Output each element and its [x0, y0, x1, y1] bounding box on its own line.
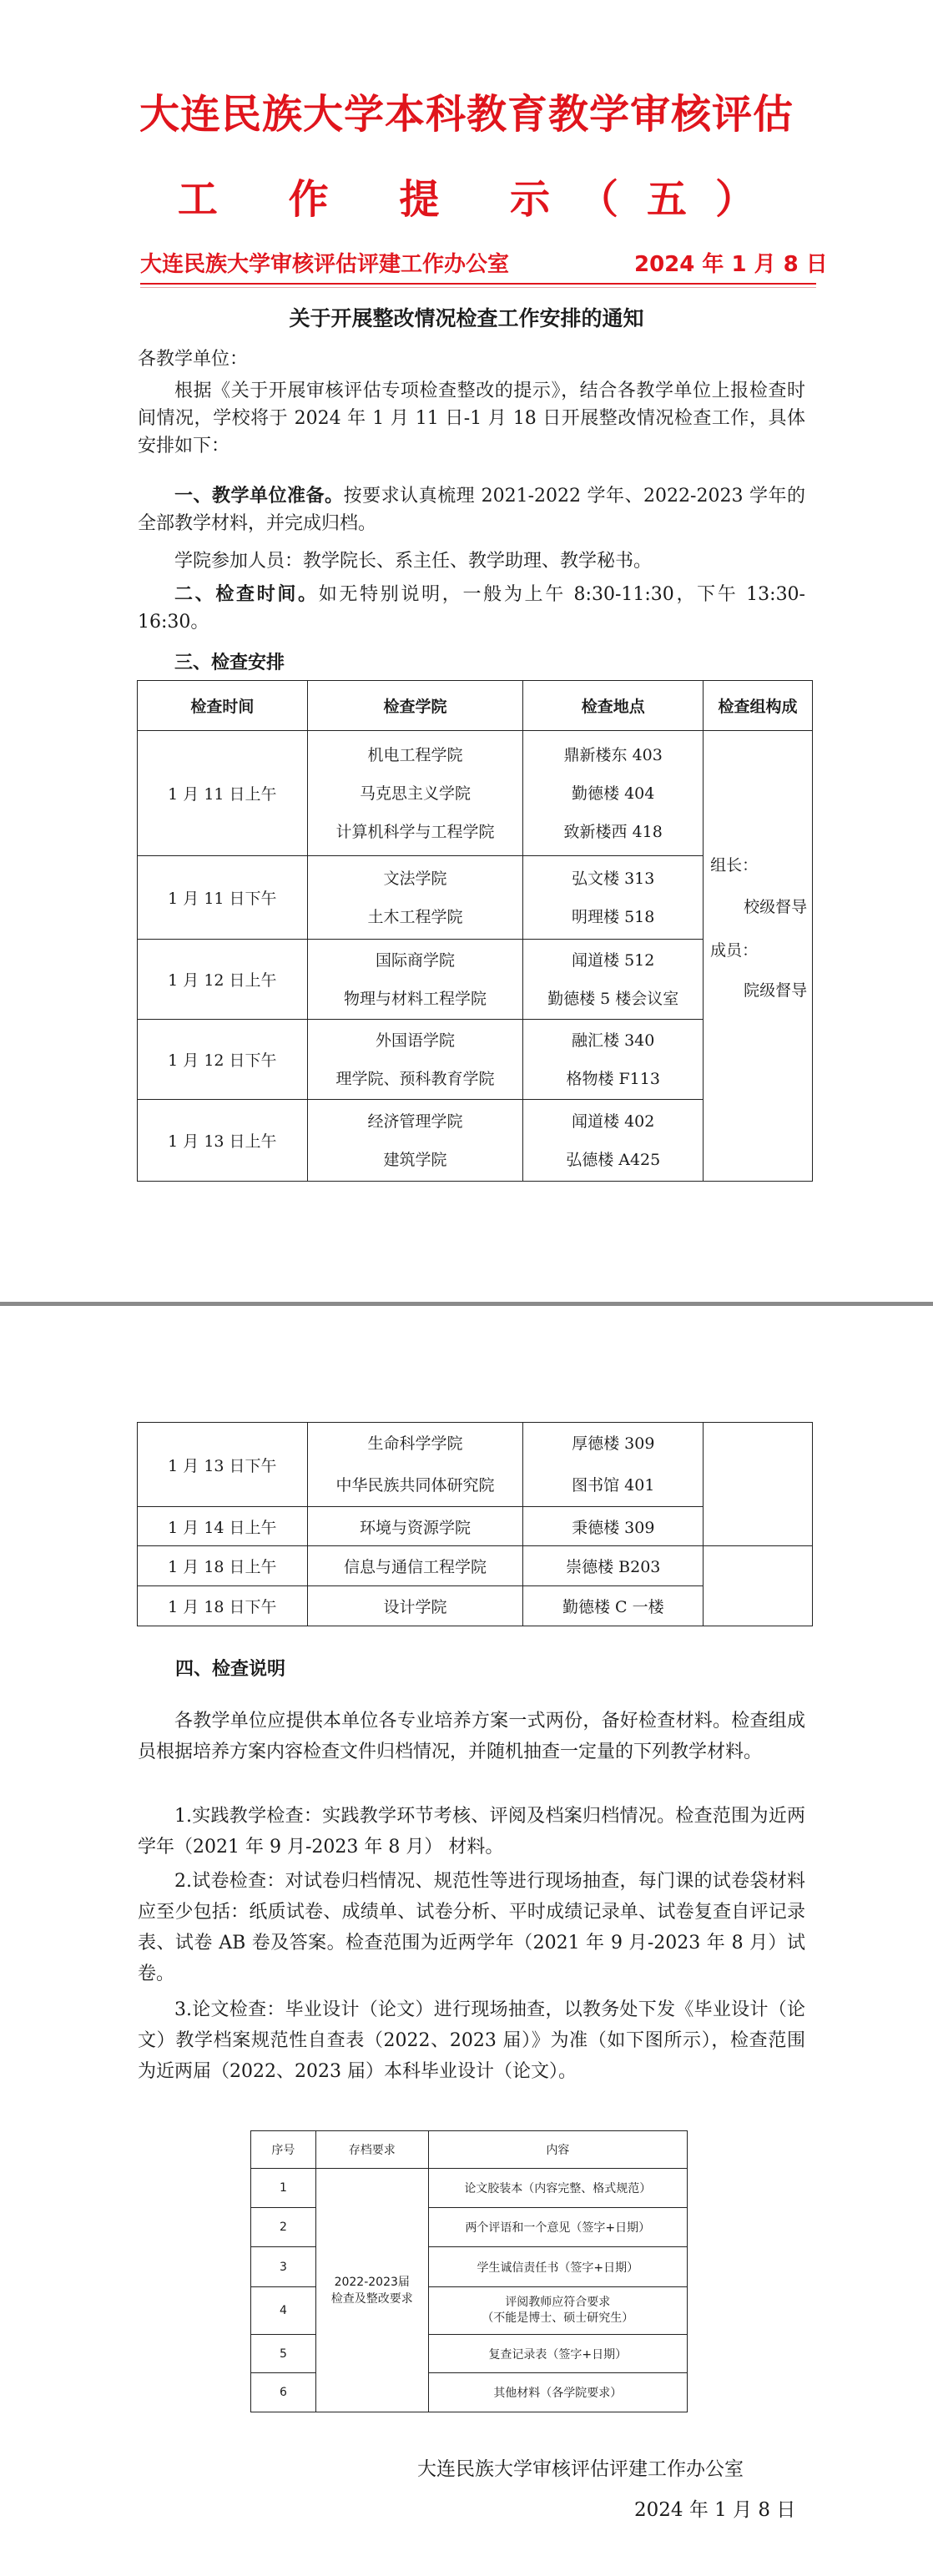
document-title: 大连民族大学本科教育教学审核评估: [139, 91, 794, 138]
section-1-text: 按要求认真梳理 2021-2022 学年、2022-2023 学年的全部教学材料，并完成归档。: [138, 486, 805, 534]
place-name: 勤德楼 5 楼会议室: [547, 989, 679, 1008]
document-subtitle: 工 作 提 示（五）: [177, 176, 784, 223]
header-cell: 内容: [428, 2131, 687, 2169]
archive-requirement-table: [250, 2130, 688, 2412]
time-cell: 1 月 14 日上午: [138, 1507, 308, 1546]
issue-date: 2024 年 1 月 8 日: [634, 252, 828, 277]
time-cell: 1 月 11 日下午: [138, 856, 308, 940]
place-cell: 勤德楼 C 一楼: [523, 1586, 704, 1626]
place-name: 图书馆 401: [572, 1476, 655, 1495]
section-2: [138, 581, 805, 636]
college-cell: [307, 940, 523, 1020]
section-4-paragraph: 各教学单位应提供本单位各专业培养方案一式两份，备好检查材料。检查组成员根据培养方案内容检查文件归档情况，并随机抽查一定量的下列教学材料。: [138, 1711, 805, 1762]
requirement-line: 2022-2023届: [334, 2275, 410, 2289]
college-name: 建筑学院: [383, 1150, 447, 1169]
intro-paragraph: 根据《关于开展审核评估专项检查整改的提示》，结合各教学单位上报检查时间情况，学校将于 2024 年 1 月 11 日-1 月 18 日开展整改情况检查工作，具体安排如下：: [138, 381, 805, 456]
college-cell: 信息与通信工程学院: [307, 1546, 523, 1586]
table-row: [251, 2169, 688, 2208]
college-cell: [307, 1020, 523, 1100]
college-name: 理学院、预科教育学院: [335, 1069, 495, 1088]
group-leader: 校级督导: [744, 898, 808, 916]
header-cell: 检查组构成: [704, 681, 813, 731]
college-name: 机电工程学院: [367, 745, 463, 764]
participants: 学院参加人员：教学院长、系主任、教学助理、教学秘书。: [174, 551, 653, 572]
time-cell: 1 月 12 日下午: [138, 1020, 308, 1100]
place-name: 致新楼西 418: [563, 822, 663, 841]
section-1-heading: 一、教学单位准备。: [174, 486, 344, 507]
place-cell: 崇德楼 B203: [523, 1546, 704, 1586]
college-name: 计算机科学与工程学院: [335, 822, 495, 841]
place-name: 弘文楼 313: [572, 869, 655, 888]
place-name: 闻道楼 512: [572, 950, 655, 970]
content-cell: 两个评语和一个意见（签字+日期）: [428, 2208, 687, 2247]
group-cell-empty: [704, 1546, 813, 1626]
college-name: 外国语学院: [376, 1031, 456, 1050]
place-cell: [523, 1423, 704, 1507]
college-cell: [307, 1100, 523, 1182]
red-rule: [140, 283, 816, 285]
schedule-table: [137, 680, 813, 1182]
content-cell: 复查记录表（签字+日期）: [428, 2335, 687, 2373]
requirement-cell: [315, 2169, 428, 2412]
header-cell: 检查地点: [523, 681, 704, 731]
college-name: 文法学院: [383, 869, 447, 888]
content-cell: 其他材料（各学院要求）: [428, 2373, 687, 2412]
place-name: 厚德楼 309: [572, 1434, 655, 1453]
section-2-text: 如无特别说明，一般为上午 8:30-11:30，下午 13:30-16:30。: [138, 584, 805, 633]
header-cell: 存档要求: [315, 2131, 428, 2169]
footer-date: 2024 年 1 月 8 日: [634, 2499, 796, 2521]
time-cell: 1 月 18 日上午: [138, 1546, 308, 1586]
group-member-label: 成员：: [710, 941, 759, 960]
section-4-heading: 四、检查说明: [175, 1659, 286, 1680]
content-cell: 学生诚信责任书（签字+日期）: [428, 2247, 687, 2287]
place-cell: [523, 856, 704, 940]
place-name: 明理楼 518: [572, 907, 655, 926]
row-number: 6: [251, 2373, 316, 2412]
header-cell: 检查学院: [307, 681, 523, 731]
greeting: 各教学单位：: [138, 349, 249, 370]
row-number: 4: [251, 2287, 316, 2335]
thesis-check-paragraph: 3.论文检查：毕业设计（论文）进行现场抽查，以教务处下发《毕业设计（论文）教学档案规范性自查表（2022、2023 届）》为准（如下图所示），检查范围为近两届（2022、2023 届）本科毕业设计（论文）。: [138, 1999, 805, 2082]
group-cell-empty: [704, 1423, 813, 1546]
content-line: 评阅教师应符合要求: [505, 2296, 611, 2309]
place-name: 鼎新楼东 403: [563, 745, 663, 764]
college-name: 中华民族共同体研究院: [335, 1476, 495, 1495]
schedule-table-continued: [137, 1422, 813, 1626]
college-cell: 设计学院: [307, 1586, 523, 1626]
table-row: [138, 731, 813, 856]
place-name: 闻道楼 402: [572, 1112, 655, 1131]
content-cell: [428, 2287, 687, 2335]
place-cell: [523, 731, 704, 856]
row-number: 2: [251, 2208, 316, 2247]
college-cell: [307, 856, 523, 940]
section-2-heading: 二、检查时间。: [174, 584, 319, 605]
time-cell: 1 月 18 日下午: [138, 1586, 308, 1626]
college-name: 土木工程学院: [367, 907, 463, 926]
group-leader-label: 组长：: [710, 856, 759, 875]
place-name: 弘德楼 A425: [566, 1150, 661, 1169]
notice-title: 关于开展整改情况检查工作安排的通知: [289, 306, 644, 330]
table-row: [138, 1546, 813, 1586]
college-name: 马克思主义学院: [360, 784, 472, 803]
table-header-row: [251, 2131, 688, 2169]
time-cell: 1 月 13 日下午: [138, 1423, 308, 1507]
college-name: 国际商学院: [376, 950, 456, 970]
place-cell: 秉德楼 309: [523, 1507, 704, 1546]
table-row: [138, 1423, 813, 1507]
page-separator: [0, 1302, 933, 1306]
practice-check-paragraph: 1.实践教学检查：实践教学环节考核、评阅及档案归档情况。检查范围为近两学年（2021 年 9 月-2023 年 8 月） 材料。: [138, 1806, 805, 1858]
place-cell: [523, 1020, 704, 1100]
requirement-line: 检查及整改要求: [330, 2291, 413, 2306]
group-member: 院级督导: [744, 981, 808, 1000]
table-header-row: [138, 681, 813, 731]
college-name: 生命科学学院: [367, 1434, 463, 1453]
section-3-heading: 三、检查安排: [174, 653, 285, 673]
place-cell: [523, 1100, 704, 1182]
college-cell: [307, 1423, 523, 1507]
header-cell: 检查时间: [138, 681, 308, 731]
college-cell: 环境与资源学院: [307, 1507, 523, 1546]
content-cell: 论文胶装本（内容完整、格式规范）: [428, 2169, 687, 2208]
time-cell: 1 月 11 日上午: [138, 731, 308, 856]
content-line: （不能是博士、硕士研究生）: [482, 2311, 634, 2325]
row-number: 1: [251, 2169, 316, 2208]
place-name: 融汇楼 340: [572, 1031, 655, 1050]
time-cell: 1 月 12 日上午: [138, 940, 308, 1020]
time-cell: 1 月 13 日上午: [138, 1100, 308, 1182]
row-number: 3: [251, 2247, 316, 2287]
red-rule-thin: [140, 287, 816, 288]
college-cell: [307, 731, 523, 856]
place-name: 勤德楼 404: [572, 784, 655, 803]
place-cell: [523, 940, 704, 1020]
college-name: 物理与材料工程学院: [344, 989, 487, 1008]
group-cell: [704, 731, 813, 1182]
section-1: [138, 482, 805, 537]
footer-office: 大连民族大学审核评估评建工作办公室: [417, 2458, 744, 2480]
college-name: 经济管理学院: [367, 1112, 463, 1131]
place-name: 格物楼 F113: [566, 1069, 660, 1088]
row-number: 5: [251, 2335, 316, 2373]
sender-office: 大连民族大学审核评估评建工作办公室: [140, 252, 510, 277]
header-cell: 序号: [251, 2131, 316, 2169]
exam-check-paragraph: 2.试卷检查：对试卷归档情况、规范性等进行现场抽查，每门课的试卷袋材料应至少包括：纸质试卷、成绩单、试卷分析、平时成绩记录单、试卷复查自评记录表、试卷 AB 卷及答案。检查范围为近两学年（2021 年 9 月-2023 年 8 月）试卷。: [138, 1871, 805, 1984]
